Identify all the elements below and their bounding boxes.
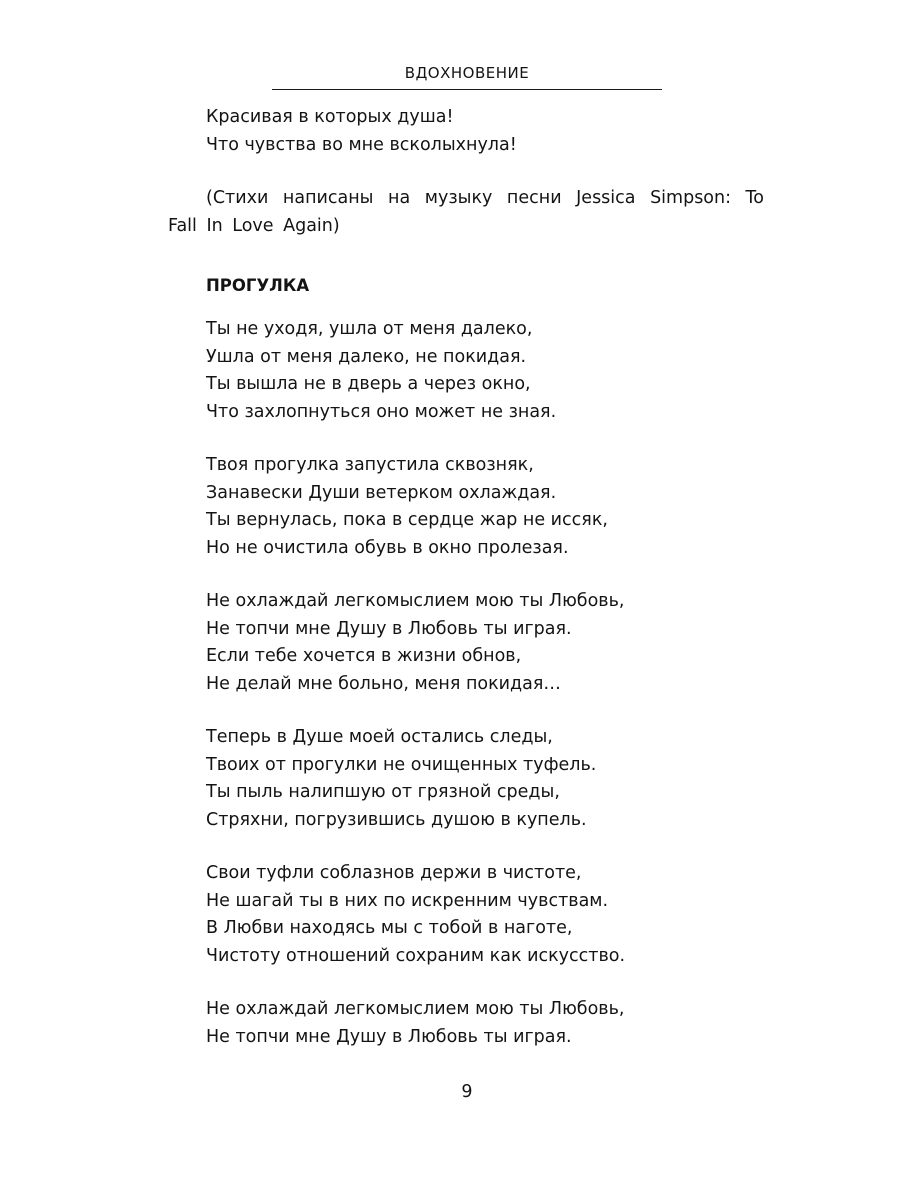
header-rule — [272, 89, 662, 90]
stanza-gap — [168, 562, 764, 588]
song-note: (Стихи написаны на музыку песни Jessica Simpson: To Fall In Love Again) — [168, 188, 764, 236]
verse-line: Красивая в которых душа! — [206, 107, 454, 127]
stanza-5 — [168, 860, 764, 970]
verse-line: Чистоту отношений сохраним как искусство. — [206, 945, 626, 966]
verse-line: Занавески Души ветерком охлаждая. — [206, 482, 557, 503]
verse-line: Ты вернулась, пока в сердце жар не иссяк, — [206, 510, 608, 530]
page-body — [168, 104, 764, 1051]
verse-line: Что чувства во мне всколыхнула! — [206, 134, 517, 155]
verse-line: Не охлаждай легкомыслием мою ты Любовь, — [206, 999, 625, 1019]
stanza-3 — [168, 588, 764, 698]
verse-line: Стряхни, погрузившись душою в купель. — [206, 809, 587, 830]
stanza-2 — [168, 452, 764, 562]
verse-line: Но не очистила обувь в окно пролезая. — [206, 537, 569, 558]
title-gap — [168, 300, 764, 316]
stanza-gap — [168, 159, 764, 185]
poem-title: ПРОГУЛКА — [206, 276, 310, 295]
section-gap — [168, 240, 764, 272]
stanza-gap — [168, 698, 764, 724]
verse-line: Не топчи мне Душу в Любовь ты играя. — [206, 1026, 572, 1047]
stanza-4 — [168, 724, 764, 834]
stanza-gap — [168, 834, 764, 860]
verse-line: Ты вышла не в дверь а через окно, — [206, 374, 531, 394]
verse-line: Твоя прогулка запустила сквозняк, — [206, 455, 534, 475]
verse-line: Что захлопнуться оно может не зная. — [206, 401, 557, 422]
stanza-gap — [168, 426, 764, 452]
verse-line: Теперь в Душе моей остались следы, — [206, 727, 553, 747]
stanza-6 — [168, 996, 764, 1051]
verse-line: Не охлаждай легкомыслием мою ты Любовь, — [206, 591, 625, 611]
verse-line: Ты пыль налипшую от грязной среды, — [206, 782, 560, 802]
page-number: 9 — [461, 1082, 473, 1102]
verse-line: Твоих от прогулки не очищенных туфель. — [206, 754, 597, 775]
previous-poem-ending — [168, 104, 764, 159]
verse-line: В Любви находясь мы с тобой в наготе, — [206, 918, 573, 938]
verse-line: Не делай мне больно, меня покидая… — [206, 673, 561, 694]
verse-line: Не шагай ты в них по искренним чувствам. — [206, 890, 609, 911]
stanza-gap — [168, 970, 764, 996]
verse-line: Свои туфли соблазнов держи в чистоте, — [206, 863, 582, 883]
verse-line: Не топчи мне Душу в Любовь ты играя. — [206, 618, 572, 639]
stanza-1 — [168, 316, 764, 426]
verse-line: Ушла от меня далеко, не покидая. — [206, 346, 527, 367]
verse-line: Ты не уходя, ушла от меня далеко, — [206, 319, 533, 339]
running-header: ВДОХНОВЕНИЕ — [404, 64, 530, 82]
verse-line: Если тебе хочется в жизни обнов, — [206, 646, 522, 666]
